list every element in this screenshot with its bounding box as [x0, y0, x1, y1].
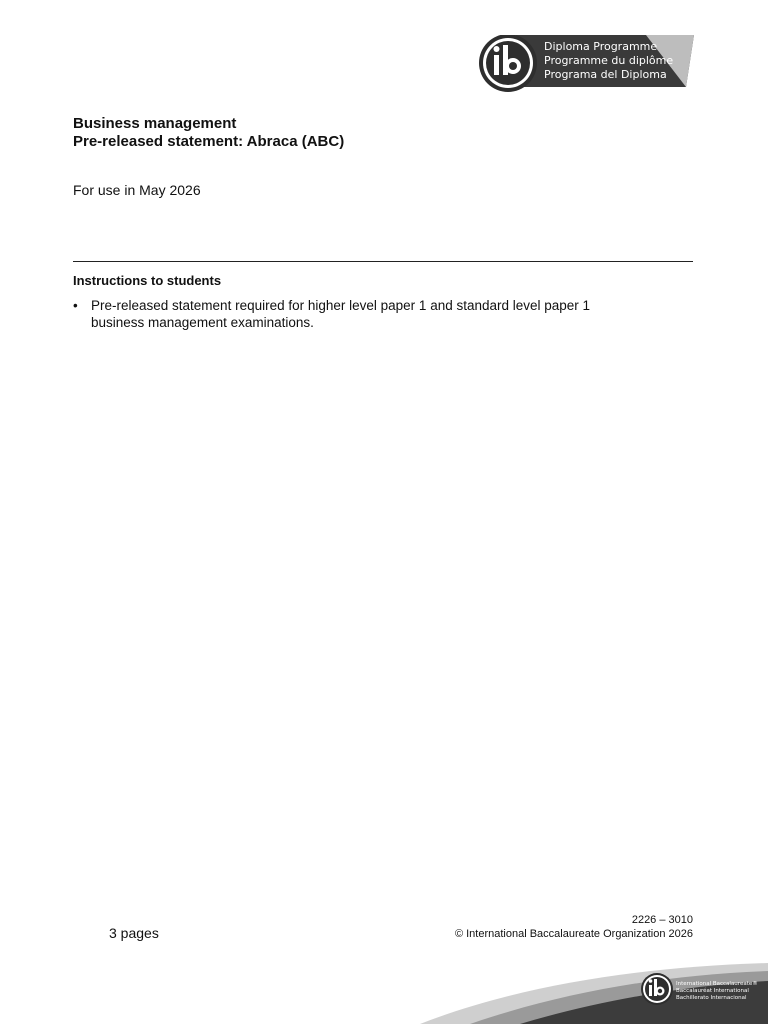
programme-name-es: Programa del Diploma — [544, 68, 667, 81]
ibo-name-fr: Baccalauréat International — [676, 988, 749, 994]
instructions-heading: Instructions to students — [73, 273, 222, 288]
bottom-swoosh-graphic — [0, 955, 768, 1024]
programme-name-fr: Programme du diplôme — [544, 54, 674, 67]
instructions-list — [73, 297, 633, 331]
divider — [73, 261, 693, 262]
title-block — [73, 115, 344, 151]
page-count: 3 pages — [109, 925, 159, 941]
ibo-name-es: Bachillerato Internacional — [676, 995, 747, 1001]
statement-title: Pre-released statement: Abraca (ABC) — [73, 133, 345, 150]
programme-names — [544, 40, 673, 82]
usage-date: For use in May 2026 — [73, 182, 201, 198]
paper-code: 2226 – 3010 — [631, 914, 693, 926]
instruction-text: Pre-released statement required for higher level paper 1 and standard level paper 1 business management examinations. — [91, 298, 591, 330]
list-item — [73, 297, 633, 331]
ibo-logo-text — [676, 981, 758, 1002]
footer-info — [455, 913, 693, 941]
bullet-icon: • — [73, 298, 78, 313]
copyright-notice: © International Baccalaureate Organization 2026 — [454, 928, 693, 940]
ibo-name-en: International Baccalaureate® — [676, 981, 758, 987]
subject-title: Business management — [73, 115, 237, 132]
programme-name-en: Diploma Programme — [544, 40, 658, 53]
diploma-programme-logo — [476, 35, 694, 92]
